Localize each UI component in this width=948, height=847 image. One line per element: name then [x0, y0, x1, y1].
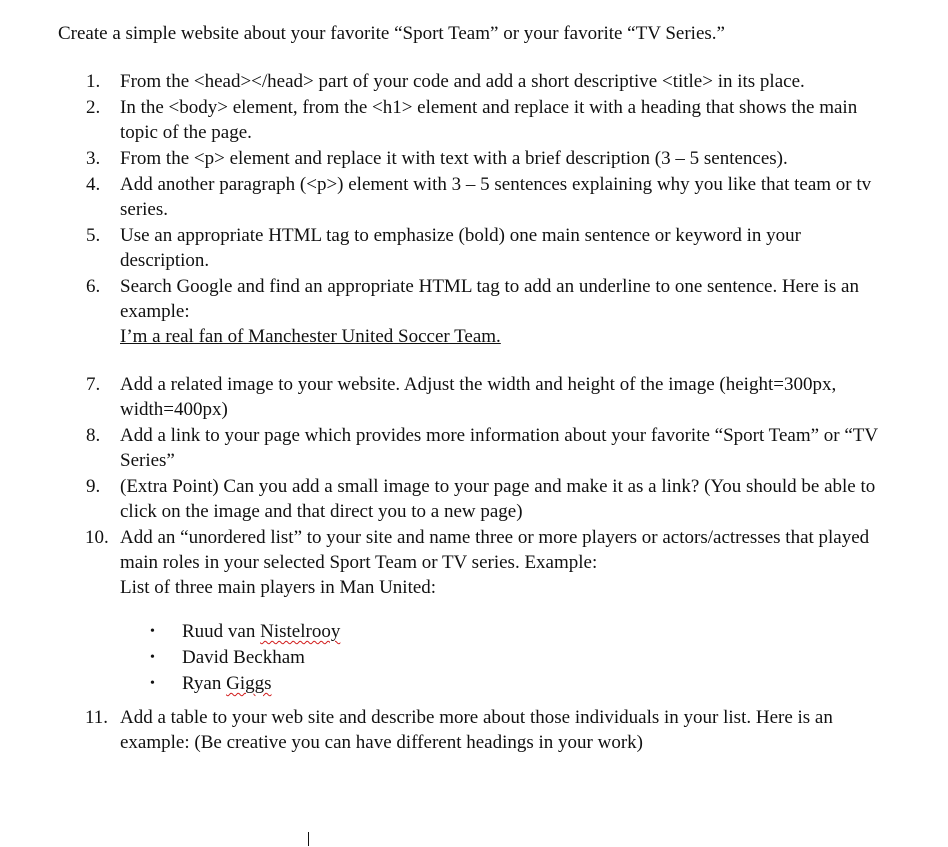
list-item	[86, 474, 886, 524]
item-number: 11.	[85, 707, 109, 728]
list-item	[86, 146, 886, 171]
spellcheck-word: Giggs	[226, 673, 272, 694]
list-intro: List of three main players in Man United:	[120, 577, 437, 598]
list-item	[86, 423, 886, 473]
list-item	[86, 223, 886, 273]
bullet-item: • David Beckham	[150, 647, 305, 668]
list-item	[86, 525, 886, 697]
item-number: 2.	[86, 97, 101, 118]
item-text: Add a related image to your website. Adjust the width and height of the image (height=300px, width=400px)	[120, 374, 837, 420]
item-number: 5.	[86, 225, 101, 246]
item-text: From the <p> element and replace it with text with a brief description (3 – 5 sentences).	[120, 148, 788, 169]
item-text: Add a table to your web site and describe more about those individuals in your list. Here is an example: (Be creative you can have different headings in your work)	[120, 707, 833, 753]
bullet-icon: •	[150, 624, 155, 639]
players-list	[120, 619, 886, 697]
item-text: In the <body> element, from the <h1> element and replace it with a heading that shows the main topic of the page.	[120, 97, 858, 143]
item-number: 1.	[86, 71, 101, 92]
item-number: 7.	[86, 374, 101, 395]
item-text: Add another paragraph (<p>) element with 3 – 5 sentences explaining why you like that team or tv series.	[120, 174, 872, 220]
item-text: Add an “unordered list” to your site and name three or more players or actors/actresses that played main roles in your selected Sport Team or TV series. Example:	[120, 527, 870, 573]
item-text: Search Google and find an appropriate HTML tag to add an underline to one sentence. Here is an example:	[120, 276, 859, 322]
bullet-item: • Ryan Giggs	[150, 673, 272, 694]
list-item	[86, 705, 886, 755]
list-item	[86, 95, 886, 145]
list-item	[86, 172, 886, 222]
bullet-item: • Ruud van Nistelrooy	[150, 621, 341, 642]
spellcheck-word: Nistelrooy	[260, 621, 341, 642]
item-number: 9.	[86, 476, 101, 497]
item-text: (Extra Point) Can you add a small image to your page and make it as a link? (You should be able to click on the image and that direct you to a new page)	[120, 476, 876, 522]
item-text: Add a link to your page which provides more information about your favorite “Sport Team” or “TV Series”	[120, 425, 878, 471]
item-number: 4.	[86, 174, 101, 195]
text-cursor	[308, 832, 309, 846]
item-text: Use an appropriate HTML tag to emphasize (bold) one main sentence or keyword in your description.	[120, 225, 801, 271]
bullet-icon: •	[150, 676, 155, 691]
list-item	[86, 372, 886, 422]
item-number: 6.	[86, 276, 101, 297]
item-text: From the <head></head> part of your code and add a short descriptive <title> in its place.	[120, 71, 805, 92]
intro-text: Create a simple website about your favorite “Sport Team” or your favorite “TV Series.”	[58, 23, 725, 44]
instructions-list	[86, 69, 886, 756]
list-item	[86, 274, 886, 349]
item-number: 10.	[85, 527, 109, 548]
underline-example: I’m a real fan of Manchester United Soccer Team.	[120, 326, 501, 347]
bullet-icon: •	[150, 650, 155, 665]
item-number: 3.	[86, 148, 101, 169]
item-number: 8.	[86, 425, 101, 446]
list-item	[86, 69, 886, 94]
